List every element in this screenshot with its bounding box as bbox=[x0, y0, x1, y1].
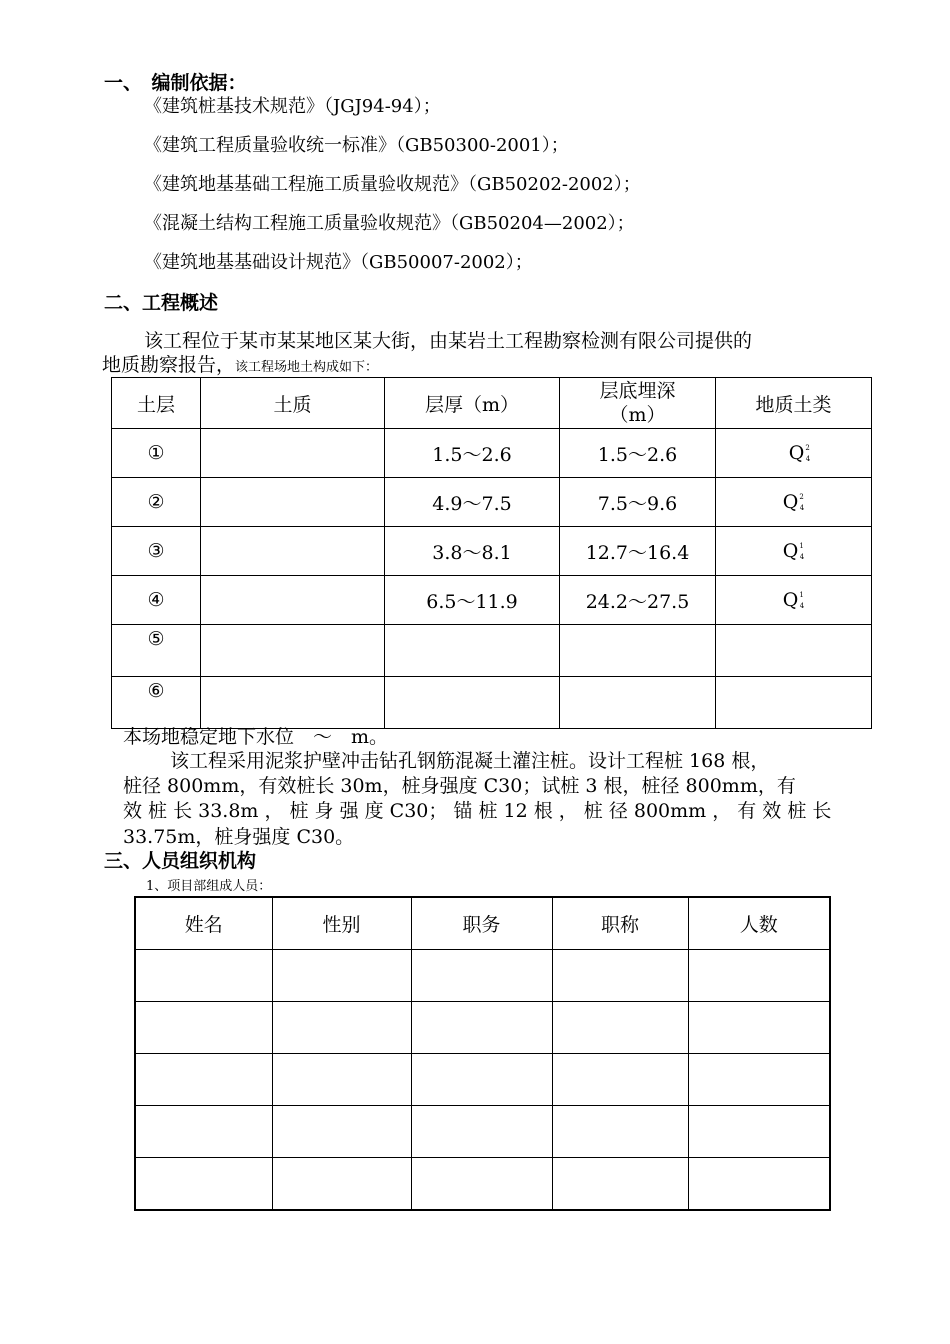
soil-cell bbox=[201, 478, 385, 527]
thickness-cell: 6.5～11.9 bbox=[385, 576, 560, 625]
intro-text: 地质勘察报告， bbox=[102, 354, 236, 376]
table-row bbox=[112, 478, 872, 527]
cell bbox=[411, 950, 552, 1002]
soil-cell bbox=[201, 429, 385, 478]
class-sub: 4 bbox=[805, 455, 811, 463]
table-row bbox=[135, 1002, 830, 1054]
header-name: 姓名 bbox=[135, 897, 272, 950]
table-row bbox=[112, 576, 872, 625]
depth-cell bbox=[560, 625, 716, 677]
class-cell bbox=[716, 429, 872, 478]
cell bbox=[272, 1002, 411, 1054]
class-cell bbox=[716, 478, 872, 527]
class-symbol: Q bbox=[782, 589, 799, 611]
depth-cell: 1.5～2.6 bbox=[560, 429, 716, 478]
cell bbox=[411, 1106, 552, 1158]
class-sub: 4 bbox=[799, 504, 805, 512]
table-row bbox=[112, 527, 872, 576]
header-depth-line-2: （m） bbox=[609, 404, 666, 426]
reference-item: 《建筑地基基础工程施工质量验收规范》（GB50202-2002）； bbox=[144, 174, 641, 195]
thickness-cell: 1.5～2.6 bbox=[385, 429, 560, 478]
soil-cell bbox=[201, 527, 385, 576]
class-symbol: Q bbox=[788, 442, 805, 464]
table-row bbox=[135, 950, 830, 1002]
header-depth bbox=[560, 378, 716, 429]
class-sup: 1 bbox=[799, 591, 804, 599]
pile-description-line: 33.75m，桩身强度 C30。 bbox=[123, 826, 355, 848]
cell bbox=[688, 950, 830, 1002]
thickness-cell bbox=[385, 677, 560, 729]
pile-description-line: 效 桩 长 33.8m ， 桩 身 强 度 C30； 锚 桩 12 根 ， 桩 径 800mm ， 有 效 桩 长 bbox=[123, 800, 832, 822]
cell bbox=[552, 1002, 688, 1054]
class-symbol: Q bbox=[782, 540, 799, 562]
cell bbox=[552, 1054, 688, 1106]
cell bbox=[688, 1158, 830, 1211]
table-row bbox=[135, 1054, 830, 1106]
cell bbox=[135, 1106, 272, 1158]
soil-layer-table bbox=[111, 377, 872, 729]
cell bbox=[552, 1106, 688, 1158]
groundwater-level: 本场地稳定地下水位 ～ m。 bbox=[123, 726, 389, 748]
cell bbox=[272, 1106, 411, 1158]
cell bbox=[272, 1054, 411, 1106]
reference-item: 《建筑桩基技术规范》（JGJ94-94）； bbox=[144, 96, 441, 117]
reference-item: 《建筑地基基础设计规范》（GB50007-2002）； bbox=[144, 252, 533, 273]
class-sup: 2 bbox=[799, 493, 804, 501]
class-sup: 1 bbox=[799, 542, 804, 550]
class-sub: 4 bbox=[799, 602, 805, 610]
reference-item: 《混凝土结构工程施工质量验收规范》（GB50204—2002）； bbox=[144, 213, 635, 234]
depth-cell bbox=[560, 677, 716, 729]
cell bbox=[272, 1158, 411, 1211]
layer-number: ⑤ bbox=[112, 625, 201, 677]
cell bbox=[688, 1106, 830, 1158]
layer-number: ① bbox=[112, 429, 201, 478]
intro-text-small: 该工程场地土构成如下： bbox=[235, 360, 379, 375]
layer-number: ⑥ bbox=[112, 677, 201, 729]
cell bbox=[411, 1158, 552, 1211]
staff-table bbox=[134, 896, 831, 1211]
class-cell bbox=[716, 677, 872, 729]
header-class: 地质土类 bbox=[716, 378, 872, 429]
cell bbox=[135, 1054, 272, 1106]
header-thickness: 层厚（m） bbox=[385, 378, 560, 429]
table-row bbox=[135, 1158, 830, 1211]
pile-description-line: 该工程采用泥浆护壁冲击钻孔钢筋混凝土灌注桩。设计工程桩 168 根， bbox=[170, 750, 770, 772]
project-intro-line-1: 该工程位于某市某某地区某大街，由某岩土工程勘察检测有限公司提供的 bbox=[144, 330, 753, 352]
cell bbox=[411, 1054, 552, 1106]
pile-description-line: 桩径 800mm，有效桩长 30m，桩身强度 C30；试桩 3 根，桩径 800mm，有 bbox=[123, 775, 796, 797]
layer-number: ② bbox=[112, 478, 201, 527]
table-header-row bbox=[135, 897, 830, 950]
cell bbox=[135, 1158, 272, 1211]
header-layer: 土层 bbox=[112, 378, 201, 429]
class-cell bbox=[716, 576, 872, 625]
depth-cell: 7.5～9.6 bbox=[560, 478, 716, 527]
soil-cell bbox=[201, 677, 385, 729]
section-2-title: 二、工程概述 bbox=[104, 292, 219, 314]
staff-subtitle: 1、项目部组成人员： bbox=[146, 879, 272, 894]
class-sub: 4 bbox=[799, 553, 805, 561]
depth-cell: 12.7～16.4 bbox=[560, 527, 716, 576]
cell bbox=[688, 1054, 830, 1106]
section-3-title: 三、人员组织机构 bbox=[104, 850, 257, 872]
layer-number: ③ bbox=[112, 527, 201, 576]
project-intro-line-2 bbox=[102, 350, 378, 377]
cell bbox=[135, 950, 272, 1002]
layer-number: ④ bbox=[112, 576, 201, 625]
header-count: 人数 bbox=[688, 897, 830, 950]
cell bbox=[688, 1002, 830, 1054]
class-cell bbox=[716, 625, 872, 677]
thickness-cell bbox=[385, 625, 560, 677]
class-cell bbox=[716, 527, 872, 576]
table-row bbox=[112, 429, 872, 478]
reference-item: 《建筑工程质量验收统一标准》（GB50300-2001）； bbox=[144, 135, 569, 156]
thickness-cell: 4.9～7.5 bbox=[385, 478, 560, 527]
cell bbox=[411, 1002, 552, 1054]
table-header-row bbox=[112, 378, 872, 429]
section-1-title: 一、 编制依据： bbox=[104, 72, 247, 94]
soil-cell bbox=[201, 625, 385, 677]
cell bbox=[552, 1158, 688, 1211]
table-row bbox=[112, 625, 872, 677]
header-title: 职称 bbox=[552, 897, 688, 950]
thickness-cell: 3.8～8.1 bbox=[385, 527, 560, 576]
header-soil: 土质 bbox=[201, 378, 385, 429]
class-sup: 2 bbox=[805, 444, 810, 452]
header-depth-line-1: 层底埋深 bbox=[599, 380, 676, 402]
class-symbol: Q bbox=[782, 491, 799, 513]
header-position: 职务 bbox=[411, 897, 552, 950]
cell bbox=[552, 950, 688, 1002]
soil-cell bbox=[201, 576, 385, 625]
cell bbox=[135, 1002, 272, 1054]
cell bbox=[272, 950, 411, 1002]
header-gender: 性别 bbox=[272, 897, 411, 950]
depth-cell: 24.2～27.5 bbox=[560, 576, 716, 625]
table-row bbox=[135, 1106, 830, 1158]
table-row bbox=[112, 677, 872, 729]
